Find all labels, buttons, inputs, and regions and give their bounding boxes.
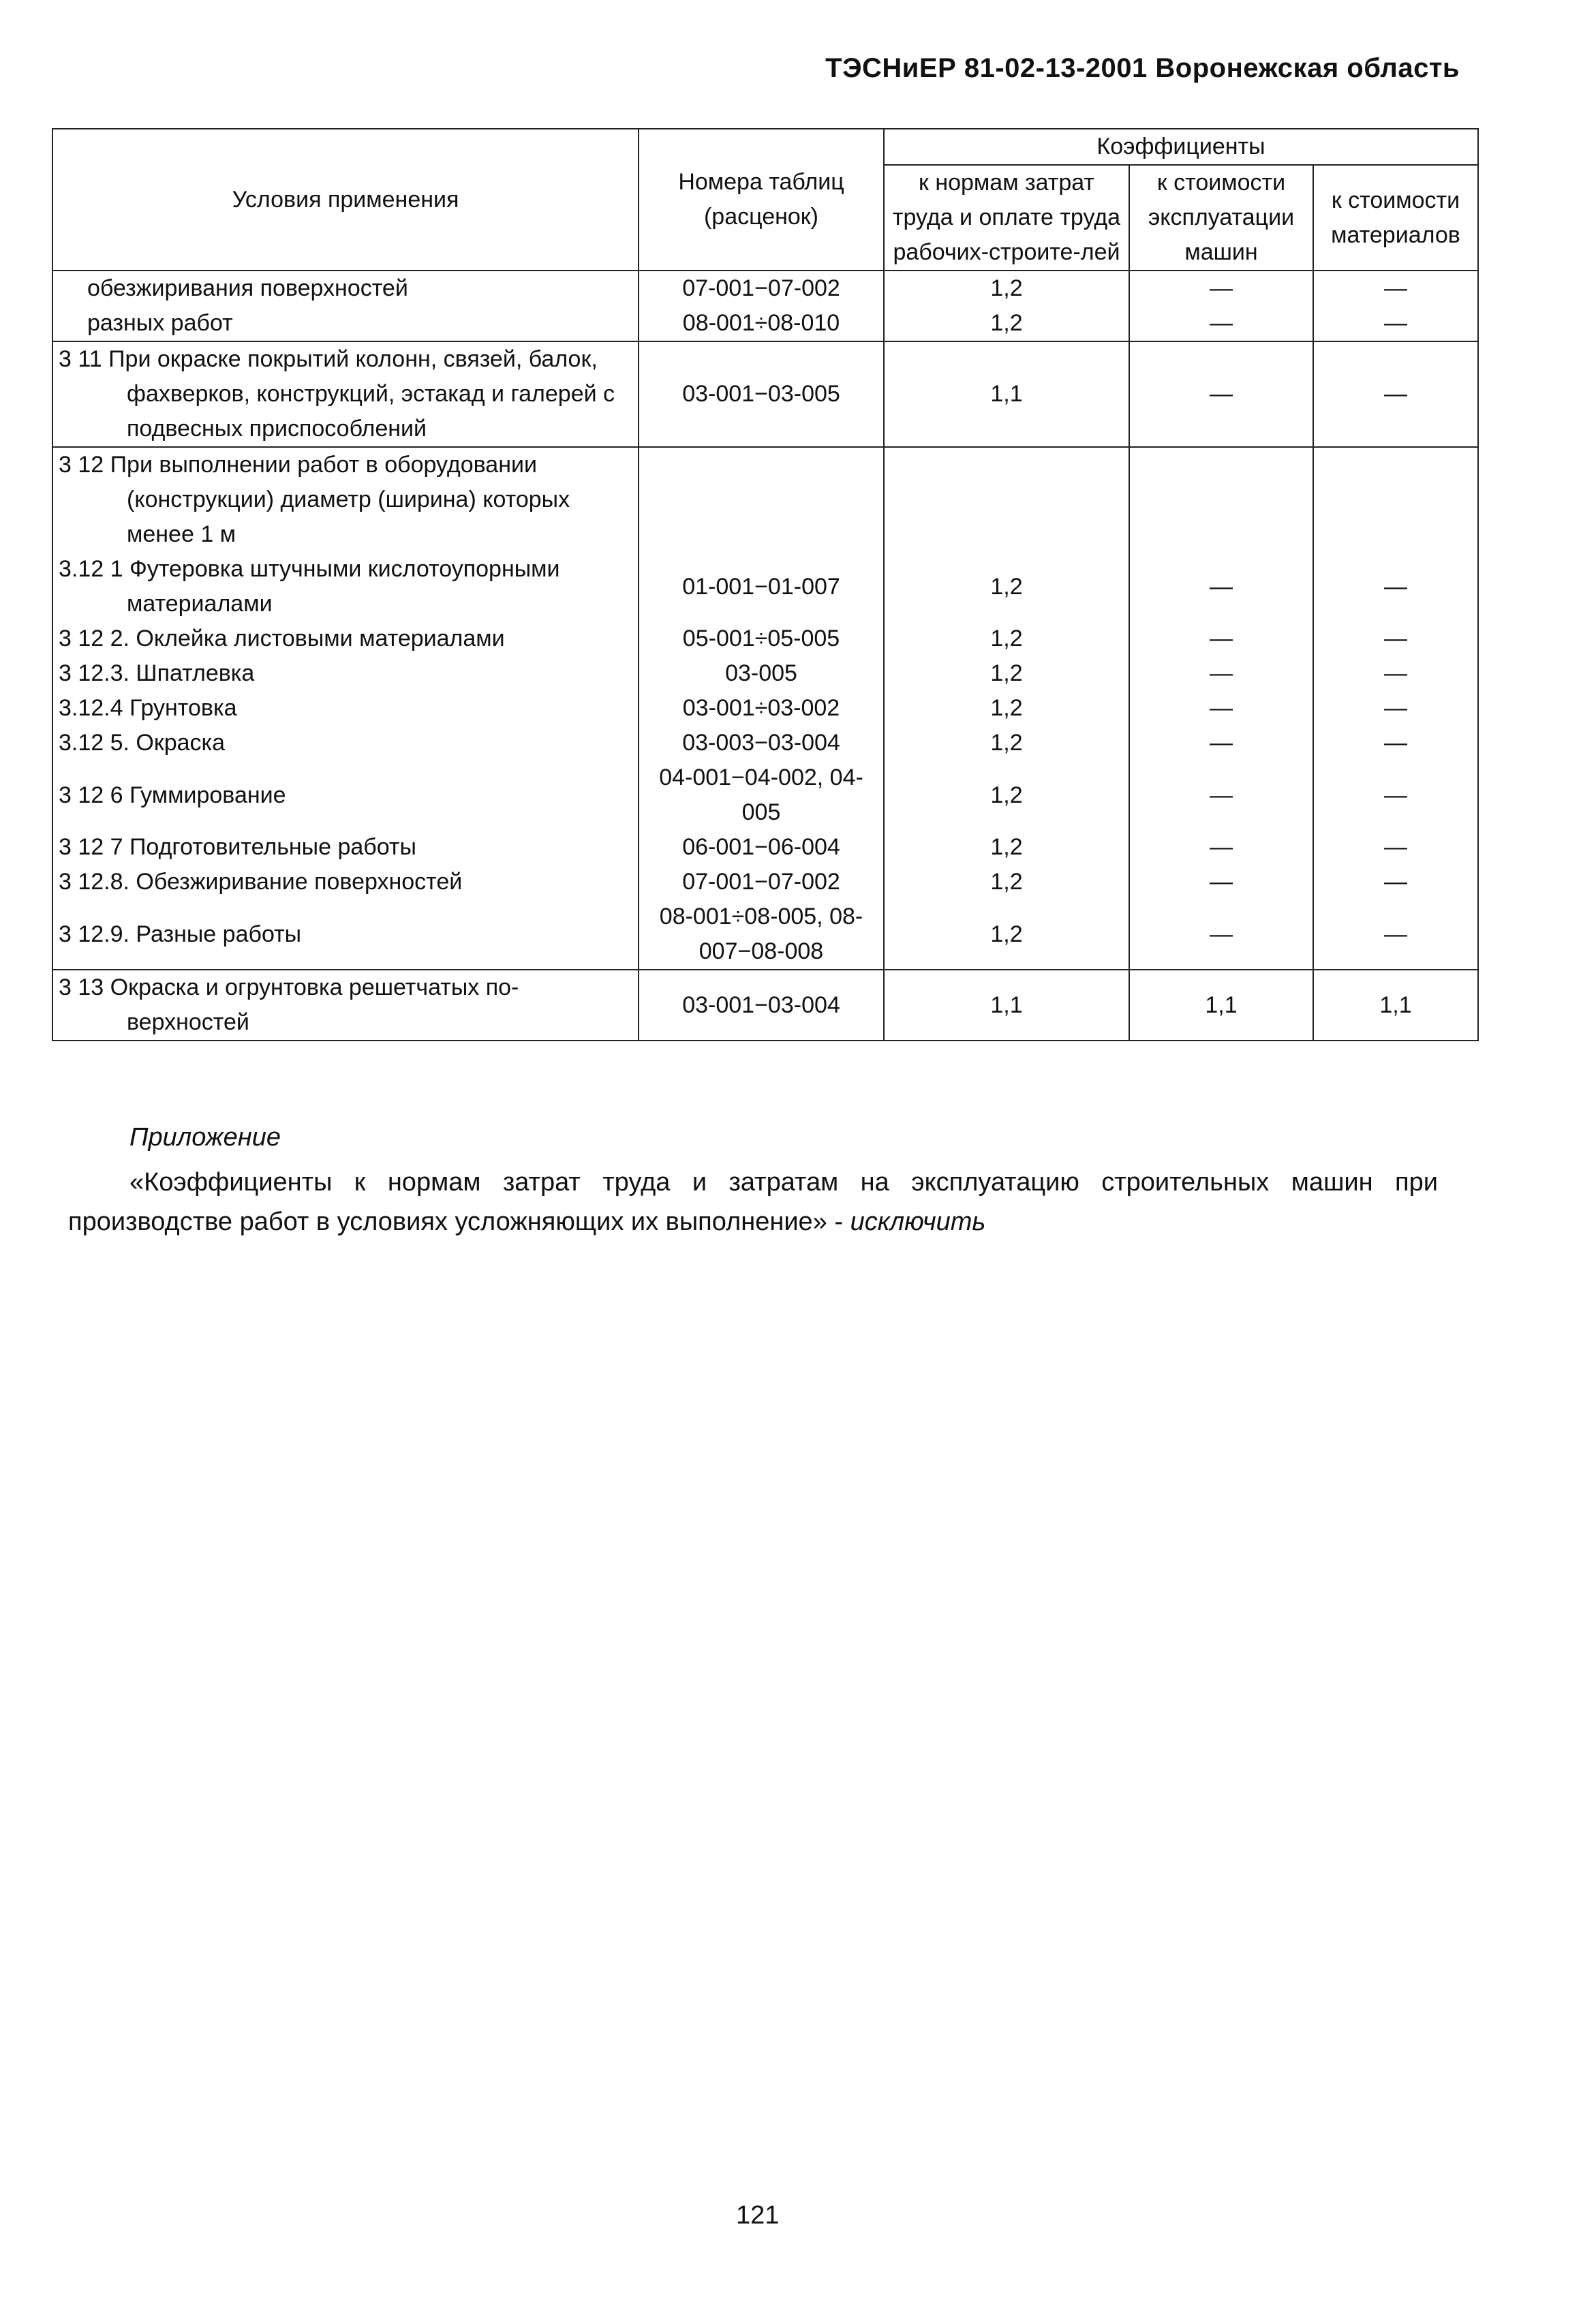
cell-labor: 1,2 — [884, 691, 1129, 726]
header-machines: к стоимости эксплуатации машин — [1129, 165, 1313, 271]
table-row — [52, 552, 1478, 621]
cell-machines: — — [1129, 552, 1313, 621]
cell-tables: 03-003−03-004 — [639, 726, 884, 760]
table-row — [52, 271, 1478, 306]
cell-materials: — — [1313, 656, 1478, 691]
cell-labor: 1,2 — [884, 552, 1129, 621]
appendix-title: Приложение — [129, 1123, 281, 1152]
cell-conditions: 3 12 При выполнении работ в оборудовании (конструкции) диаметр (ширина) которых менее 1 м — [52, 447, 639, 552]
table-row — [52, 691, 1478, 726]
cell-materials: — — [1313, 760, 1478, 830]
cell-machines: — — [1129, 865, 1313, 899]
cell-machines: 1,1 — [1129, 970, 1313, 1041]
cell-materials: — — [1313, 306, 1478, 341]
cell-conditions: 3.12 1 Футеровка штучными кислотоупорными материалами — [52, 552, 639, 621]
appendix-emphasis: исключить — [850, 1207, 986, 1236]
table-row — [52, 621, 1478, 656]
cell-machines: — — [1129, 760, 1313, 830]
cell-tables: 04-001−04-002, 04-005 — [639, 760, 884, 830]
cell-labor: 1,1 — [884, 341, 1129, 447]
cell-conditions: 3 12.9. Разные работы — [52, 899, 639, 970]
appendix-paragraph — [68, 1163, 1438, 1242]
cell-labor — [884, 447, 1129, 552]
cell-machines: — — [1129, 341, 1313, 447]
cell-materials: — — [1313, 271, 1478, 306]
table-row — [52, 341, 1478, 447]
cell-conditions: 3 12.3. Шпатлевка — [52, 656, 639, 691]
table-row — [52, 970, 1478, 1041]
cell-machines: — — [1129, 899, 1313, 970]
cell-materials: — — [1313, 621, 1478, 656]
cell-materials — [1313, 447, 1478, 552]
cell-materials: — — [1313, 552, 1478, 621]
cell-conditions: 3.12 5. Окраска — [52, 726, 639, 760]
cell-labor: 1,2 — [884, 306, 1129, 341]
cell-labor: 1,2 — [884, 726, 1129, 760]
cell-materials: — — [1313, 865, 1478, 899]
cell-materials: — — [1313, 341, 1478, 447]
cell-materials: — — [1313, 726, 1478, 760]
table-row — [52, 760, 1478, 830]
cell-labor: 1,2 — [884, 760, 1129, 830]
header-labor: к нормам затрат труда и оплате труда рабочих-строите-лей — [884, 165, 1129, 271]
cell-conditions: обезжиривания поверхностей — [52, 271, 639, 306]
table-row — [52, 447, 1478, 552]
cell-conditions: разных работ — [52, 306, 639, 341]
cell-labor: 1,2 — [884, 621, 1129, 656]
cell-labor: 1,2 — [884, 899, 1129, 970]
cell-tables: 07-001−07-002 — [639, 865, 884, 899]
cell-conditions: 3 12 7 Подготовительные работы — [52, 830, 639, 865]
cell-tables: 03-001−03-004 — [639, 970, 884, 1041]
cell-machines: — — [1129, 830, 1313, 865]
cell-machines: — — [1129, 691, 1313, 726]
cell-machines: — — [1129, 656, 1313, 691]
appendix-text: «Коэффициенты к нормам затрат труда и затратам на эксплуатацию строительных машин при производстве работ в условиях усложняющих их выполнение» - — [68, 1168, 1438, 1236]
cell-machines — [1129, 447, 1313, 552]
table-row — [52, 306, 1478, 341]
cell-tables: 03-001−03-005 — [639, 341, 884, 447]
table-row — [52, 726, 1478, 760]
cell-machines: — — [1129, 621, 1313, 656]
cell-tables: 07-001−07-002 — [639, 271, 884, 306]
cell-tables: 03-005 — [639, 656, 884, 691]
table-row — [52, 830, 1478, 865]
cell-tables: 08-001÷08-010 — [639, 306, 884, 341]
document-header: ТЭСНиЕР 81-02-13-2001 Воронежская область — [825, 53, 1460, 83]
cell-materials: — — [1313, 899, 1478, 970]
cell-machines: — — [1129, 271, 1313, 306]
cell-labor: 1,2 — [884, 865, 1129, 899]
coefficients-table — [52, 128, 1477, 1041]
cell-conditions: 3 12 6 Гуммирование — [52, 760, 639, 830]
cell-tables: 03-001÷03-002 — [639, 691, 884, 726]
cell-tables — [639, 447, 884, 552]
cell-conditions: 3 12.8. Обезжиривание поверхностей — [52, 865, 639, 899]
cell-labor: 1,2 — [884, 656, 1129, 691]
cell-labor: 1,2 — [884, 271, 1129, 306]
cell-conditions: 3 13 Окраска и огрунтовка решетчатых по-верхностей — [52, 970, 639, 1041]
cell-conditions: 3.12.4 Грунтовка — [52, 691, 639, 726]
cell-materials: — — [1313, 691, 1478, 726]
cell-tables: 08-001÷08-005, 08-007−08-008 — [639, 899, 884, 970]
cell-tables: 05-001÷05-005 — [639, 621, 884, 656]
page-number: 121 — [736, 2201, 780, 2230]
header-coefficients: Коэффициенты — [884, 129, 1478, 165]
header-tables: Номера таблиц (расценок) — [639, 129, 884, 271]
cell-materials: — — [1313, 830, 1478, 865]
cell-materials: 1,1 — [1313, 970, 1478, 1041]
cell-conditions: 3 11 При окраске покрытий колонн, связей, балок, фахверков, конструкций, эстакад и галерей с подвесных приспособлений — [52, 341, 639, 447]
cell-machines: — — [1129, 726, 1313, 760]
header-conditions: Условия применения — [52, 129, 639, 271]
cell-labor: 1,2 — [884, 830, 1129, 865]
cell-tables: 01-001−01-007 — [639, 552, 884, 621]
table-row — [52, 656, 1478, 691]
table-row — [52, 899, 1478, 970]
table-row — [52, 865, 1478, 899]
cell-tables: 06-001−06-004 — [639, 830, 884, 865]
cell-conditions: 3 12 2. Оклейка листовыми материалами — [52, 621, 639, 656]
cell-labor: 1,1 — [884, 970, 1129, 1041]
header-materials: к стоимости материалов — [1313, 165, 1478, 271]
cell-machines: — — [1129, 306, 1313, 341]
